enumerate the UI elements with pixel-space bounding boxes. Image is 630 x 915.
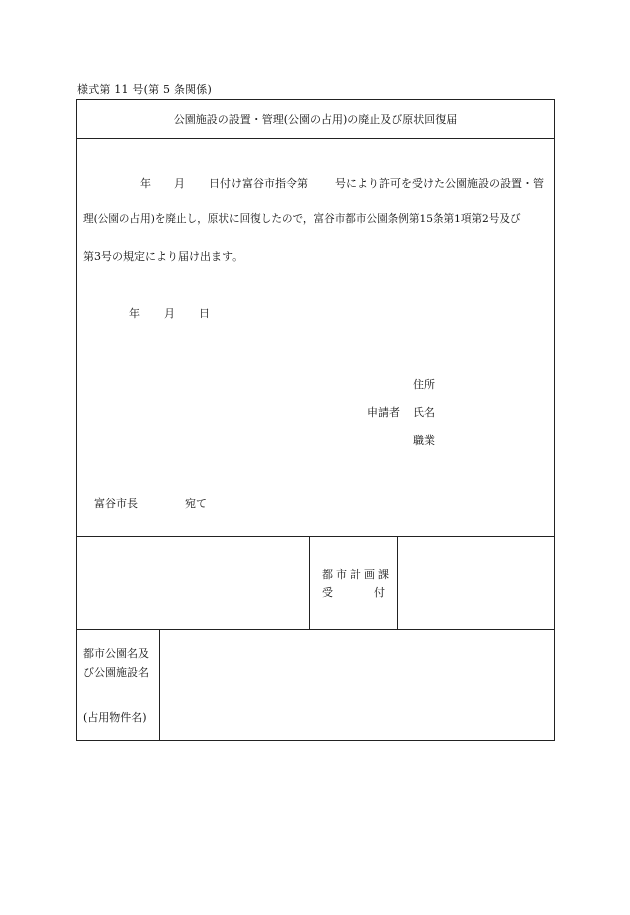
receipt-divider-left [309, 536, 310, 629]
occupation-label: 職業 [413, 434, 435, 447]
dept-char-1: 都 [322, 568, 333, 581]
form-number: 様式第 11 号(第 5 条関係) [77, 83, 212, 96]
receipt-char-1: 受 [322, 586, 333, 599]
form-frame [76, 99, 555, 741]
form-title: 公園施設の設置・管理(公園の占用)の廃止及び原状回復届 [173, 113, 458, 126]
dept-char-5: 課 [378, 568, 389, 581]
title-divider [77, 138, 554, 139]
name-label: 氏名 [413, 406, 435, 419]
park-row-top [77, 629, 554, 630]
body-line-3: 第3号の規定により届け出ます。 [83, 250, 244, 263]
addressee-name: 富谷市長 [94, 497, 138, 510]
receipt-char-2: 付 [374, 586, 385, 599]
park-label-line2: び公園施設名 [83, 666, 149, 679]
dept-char-4: 画 [364, 568, 375, 581]
applicant-label: 申請者 [367, 406, 400, 419]
date-month-label: 月 [174, 177, 185, 190]
addressee-honorific: 宛て [185, 497, 207, 510]
park-label-line3: (占用物件名) [83, 711, 147, 724]
receipt-divider-right [397, 536, 398, 629]
park-label-line1: 都市公園名及 [83, 647, 149, 660]
body-line-2: 理(公園の占用)を廃止し，原状に回復したので，富谷市都市公園条例第15条第1項第2号及び [83, 213, 521, 225]
date-year-label: 年 [140, 177, 151, 190]
receipt-row-top [77, 536, 554, 537]
permit-reference-text: 日付け富谷市指令第 [209, 177, 308, 190]
submit-year-label: 年 [129, 307, 140, 320]
dept-char-3: 計 [350, 568, 361, 581]
park-label-divider [159, 629, 160, 741]
submit-day-label: 日 [199, 307, 210, 320]
submit-month-label: 月 [164, 307, 175, 320]
permit-continuation-text: 号により許可を受けた公園施設の設置・管 [335, 177, 544, 190]
dept-char-2: 市 [336, 568, 347, 581]
address-label: 住所 [413, 378, 435, 391]
